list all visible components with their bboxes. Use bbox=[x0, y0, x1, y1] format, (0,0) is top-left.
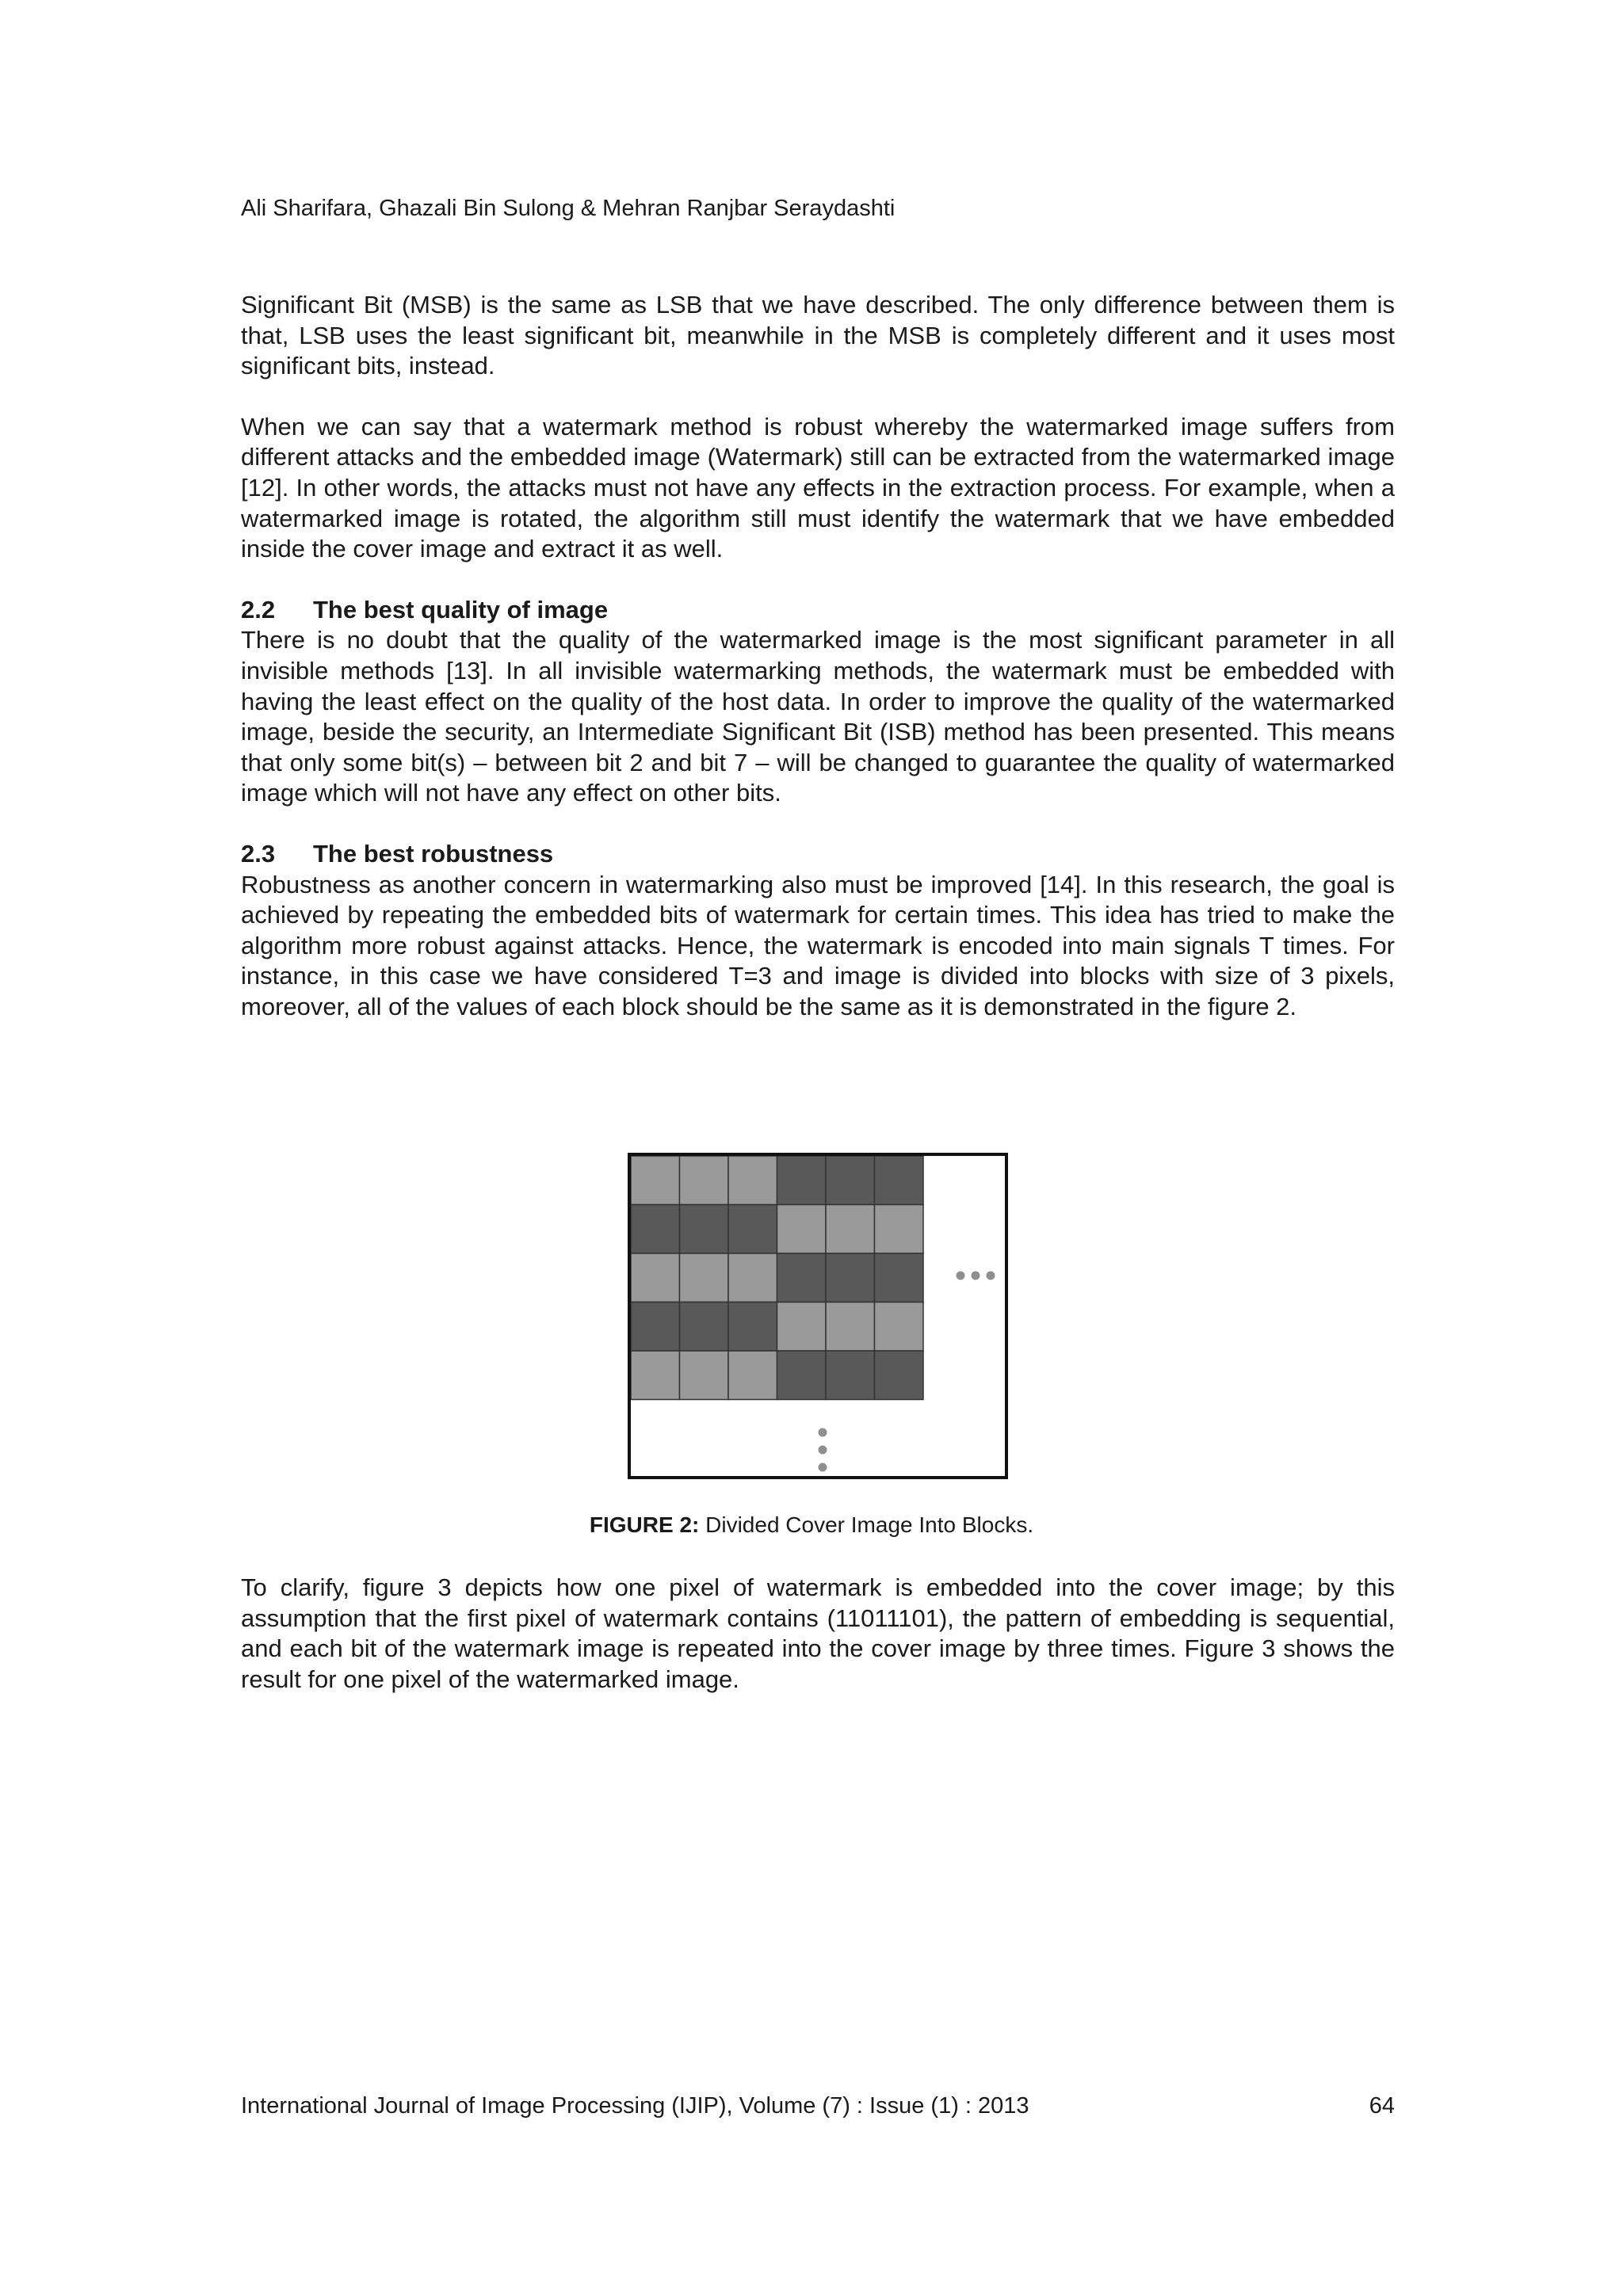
block-cell-dark bbox=[777, 1253, 827, 1302]
figure-caption-text: Divided Cover Image Into Blocks. bbox=[699, 1512, 1034, 1537]
block-cell-dark bbox=[777, 1156, 827, 1205]
block-cell-dark bbox=[631, 1205, 680, 1254]
block-cell-light bbox=[875, 1205, 924, 1254]
body-text bbox=[241, 290, 1395, 1022]
block-cell-dark bbox=[631, 1302, 680, 1352]
paragraph-msb: Significant Bit (MSB) is the same as LSB that we have described. The only difference between them is that, LSB uses the least significant bit, meanwhile in the MSB is completely different and it uses most significant bits, instead. bbox=[241, 291, 1395, 380]
figure-label: FIGURE 2: bbox=[589, 1512, 700, 1537]
block-cell-light bbox=[631, 1156, 680, 1205]
paragraph-clarify: To clarify, figure 3 depicts how one pixel of watermark is embedded into the cover image; by this assumption that the first pixel of watermark contains (11011101), the pattern of embedding is sequential, and each bit of the watermark image is repeated into the cover image by three times. Figure 3 shows the result for one pixel of the watermarked image. bbox=[241, 1573, 1395, 1693]
ellipsis-dot bbox=[819, 1446, 827, 1455]
ellipsis-dot bbox=[972, 1272, 980, 1280]
paragraph-robustness: Robustness as another concern in watermarking also must be improved [14]. In this research, the goal is achieved by repeating the embedded bits of watermark for certain times. This idea has tried to make the algorithm more robust against attacks. Hence, the watermark is encoded into main signals T times. For instance, in this case we have considered T=3 and image is divided into blocks with size of 3 pixels, moreover, all of the values of each block should be the same as it is demonstrated in the figure 2. bbox=[241, 870, 1395, 1020]
block-cell-light bbox=[631, 1253, 680, 1302]
section-number: 2.3 bbox=[241, 839, 276, 868]
section-title: The best quality of image bbox=[313, 595, 609, 624]
closing-text bbox=[241, 1573, 1395, 1695]
block-cell-dark bbox=[875, 1351, 924, 1400]
block-cell-dark bbox=[680, 1205, 729, 1254]
block-cell-dark bbox=[826, 1253, 875, 1302]
paragraph-gap bbox=[241, 382, 1395, 412]
block-cell-light bbox=[777, 1205, 827, 1254]
block-cell-light bbox=[777, 1302, 827, 1352]
vertical-ellipsis bbox=[819, 1428, 827, 1472]
horizontal-ellipsis bbox=[957, 1272, 995, 1280]
figure-caption bbox=[0, 1512, 1623, 1539]
section-heading-2-3 bbox=[241, 839, 1395, 870]
ellipsis-dot bbox=[957, 1272, 965, 1280]
block-cell-dark bbox=[728, 1205, 777, 1254]
paragraph-quality: There is no doubt that the quality of the watermarked image is the most significant parameter in all invisible methods [13]. In all invisible watermarking methods, the watermark must be embedded with having the least effect on the quality of the host data. In order to improve the quality of the watermarked image, beside the security, an Intermediate Significant Bit (ISB) method has been presented. This means that only some bit(s) – between bit 2 and bit 7 – will be changed to guarantee the quality of watermarked image which will not have any effect on other bits. bbox=[241, 626, 1395, 807]
page-number: 64 bbox=[1369, 2093, 1395, 2119]
block-cell-light bbox=[728, 1156, 777, 1205]
block-cell-light bbox=[680, 1156, 729, 1205]
ellipsis-dot bbox=[819, 1428, 827, 1437]
block-cell-light bbox=[728, 1351, 777, 1400]
block-cell-dark bbox=[777, 1351, 827, 1400]
paragraph-robust: When we can say that a watermark method is robust whereby the watermarked image suffers from different attacks and the embedded image (Watermark) still can be extracted from the watermarked image [12]. In other words, the attacks must not have any effects in the extraction process. For example, when a watermarked image is rotated, the algorithm still must identify the watermark that we have embedded inside the cover image and extract it as well. bbox=[241, 412, 1395, 563]
block-cell-light bbox=[631, 1351, 680, 1400]
figure-2 bbox=[628, 1153, 1008, 1479]
block-cell-dark bbox=[680, 1302, 729, 1352]
figure-2-diagram bbox=[628, 1153, 1008, 1479]
block-grid bbox=[631, 1156, 923, 1400]
running-head: Ali Sharifara, Ghazali Bin Sulong & Mehran Ranjbar Seraydashti bbox=[241, 196, 896, 221]
section-heading-2-2 bbox=[241, 595, 1395, 626]
block-cell-light bbox=[826, 1205, 875, 1254]
footer-journal: International Journal of Image Processing (IJIP), Volume (7) : Issue (1) : 2013 bbox=[241, 2093, 1029, 2119]
block-cell-dark bbox=[875, 1253, 924, 1302]
paragraph-gap bbox=[241, 809, 1395, 839]
section-number: 2.2 bbox=[241, 595, 276, 624]
block-cell-dark bbox=[826, 1156, 875, 1205]
paragraph-gap bbox=[241, 565, 1395, 595]
section-title: The best robustness bbox=[313, 839, 554, 868]
block-cell-dark bbox=[728, 1302, 777, 1352]
ellipsis-dot bbox=[987, 1272, 995, 1280]
block-cell-light bbox=[826, 1302, 875, 1352]
block-cell-light bbox=[875, 1302, 924, 1352]
block-cell-light bbox=[728, 1253, 777, 1302]
block-cell-dark bbox=[875, 1156, 924, 1205]
ellipsis-dot bbox=[819, 1463, 827, 1472]
block-cell-dark bbox=[826, 1351, 875, 1400]
block-cell-light bbox=[680, 1351, 729, 1400]
block-cell-light bbox=[680, 1253, 729, 1302]
